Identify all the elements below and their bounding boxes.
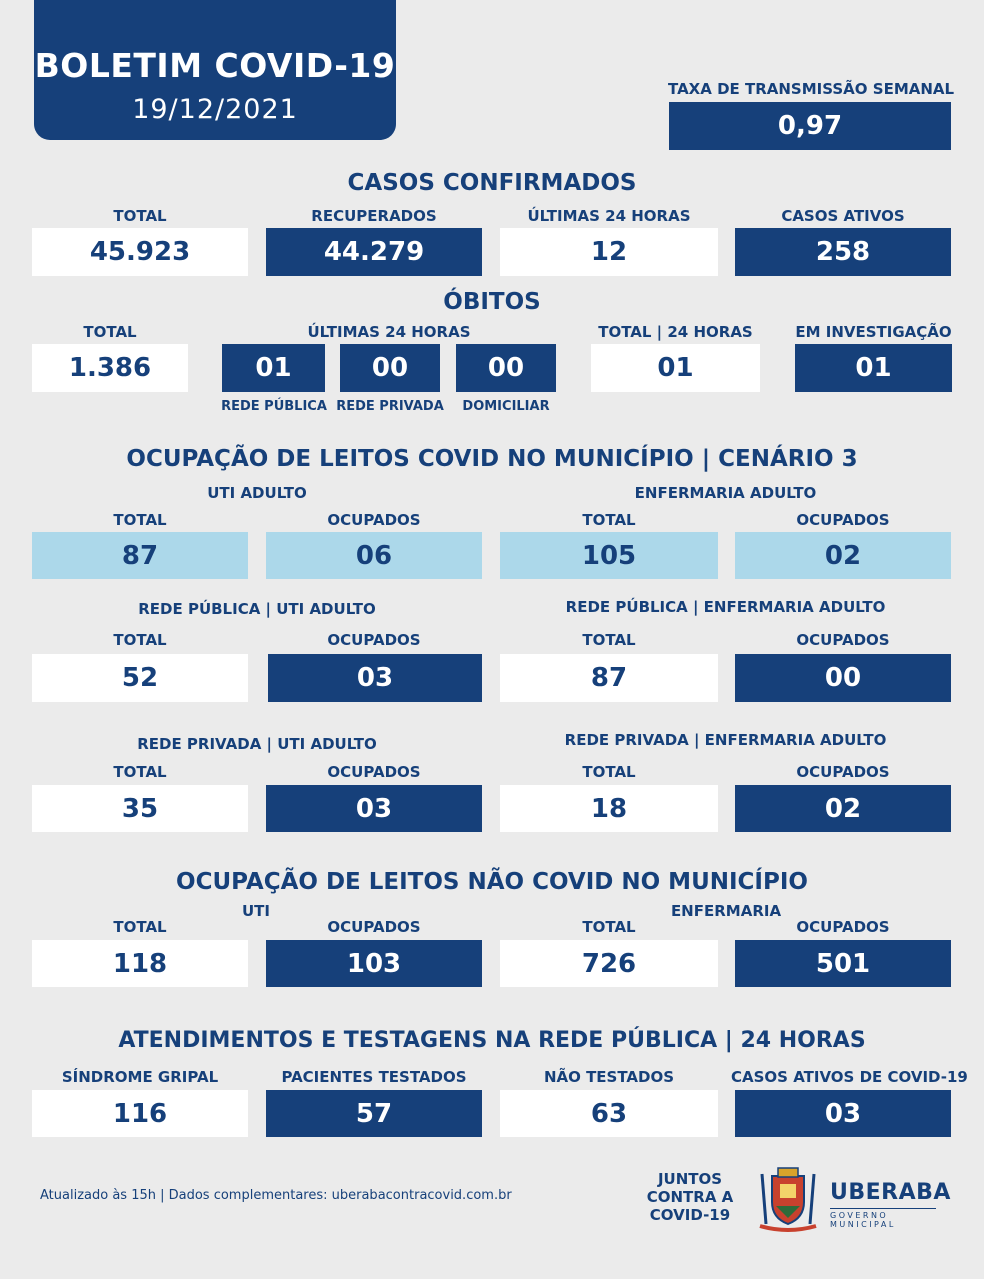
casos-total-label: TOTAL [113, 207, 167, 225]
pub-enf-ocupados-value: 00 [735, 654, 951, 702]
nao-testados-value: 63 [500, 1090, 718, 1137]
nao-covid-enf-total-value: 726 [500, 940, 718, 987]
enf-ocupados-value: 02 [735, 532, 951, 579]
priv-enf-label: REDE PRIVADA | ENFERMARIA ADULTO [564, 731, 887, 749]
transmission-label: TAXA DE TRANSMISSÃO SEMANAL [668, 80, 955, 98]
nao-covid-uti-ocupados-label: OCUPADOS [327, 918, 421, 936]
obitos-total24-value: 01 [591, 344, 760, 392]
priv-uti-ocupados-value: 03 [266, 785, 482, 832]
bulletin-date: 19/12/2021 [132, 94, 298, 125]
pub-enf-label: REDE PÚBLICA | ENFERMARIA ADULTO [565, 598, 886, 616]
footer-update-text: Atualizado às 15h | Dados complementares: uberabacontracovid.com.br [40, 1188, 512, 1203]
city-name: UBERABA [830, 1180, 951, 1205]
obitos-total24-label: TOTAL | 24 HORAS [598, 323, 753, 341]
obitos-total-label: TOTAL [83, 323, 137, 341]
priv-enf-total-label: TOTAL [582, 763, 636, 781]
obitos-domiciliar-label: DOMICILIAR [462, 399, 550, 414]
obitos-24h-label: ÚLTIMAS 24 HORAS [307, 323, 471, 341]
casos-ativos-value: 258 [735, 228, 951, 276]
nao-covid-uti-label: UTI [242, 902, 270, 920]
obitos-rede-publica-value: 01 [222, 344, 325, 392]
priv-uti-total-value: 35 [32, 785, 248, 832]
casos-total-value: 45.923 [32, 228, 248, 276]
enf-total-label: TOTAL [582, 511, 636, 529]
pub-enf-ocupados-label: OCUPADOS [796, 631, 890, 649]
government-label: GOVERNO MUNICIPAL [830, 1208, 936, 1229]
juntos-line-2: CONTRA A [646, 1188, 734, 1206]
priv-uti-total-label: TOTAL [113, 763, 167, 781]
obitos-rede-publica-label: REDE PÚBLICA [221, 399, 327, 414]
priv-uti-ocupados-label: OCUPADOS [327, 763, 421, 781]
obitos-investigacao-label: EM INVESTIGAÇÃO [795, 323, 952, 341]
section-title-atendimentos: ATENDIMENTOS E TESTAGENS NA REDE PÚBLICA | 24 HORAS [118, 1028, 866, 1053]
juntos-line-1: JUNTOS [657, 1170, 723, 1188]
obitos-rede-privada-label: REDE PRIVADA [336, 399, 444, 414]
priv-enf-ocupados-label: OCUPADOS [796, 763, 890, 781]
section-title-leitos-covid: OCUPAÇÃO DE LEITOS COVID NO MUNICÍPIO | CENÁRIO 3 [126, 446, 858, 472]
header-banner [34, 0, 396, 140]
juntos-contra-covid-logo [642, 1170, 738, 1224]
pub-uti-ocupados-value: 03 [268, 654, 482, 702]
uti-total-value: 87 [32, 532, 248, 579]
priv-uti-label: REDE PRIVADA | UTI ADULTO [137, 735, 377, 753]
casos-24h-value: 12 [500, 228, 718, 276]
nao-covid-uti-total-label: TOTAL [113, 918, 167, 936]
obitos-investigacao-value: 01 [795, 344, 952, 392]
city-crest-icon [752, 1162, 824, 1234]
casos-ativos-covid-label: CASOS ATIVOS DE COVID-19 [731, 1068, 968, 1086]
casos-ativos-label: CASOS ATIVOS [781, 207, 905, 225]
pub-enf-total-value: 87 [500, 654, 718, 702]
transmission-value: 0,97 [669, 102, 951, 150]
section-title-casos: CASOS CONFIRMADOS [347, 170, 637, 196]
obitos-domiciliar-value: 00 [456, 344, 556, 392]
pacientes-testados-value: 57 [266, 1090, 482, 1137]
nao-covid-enf-ocupados-value: 501 [735, 940, 951, 987]
uti-adulto-label: UTI ADULTO [207, 484, 307, 502]
nao-covid-enf-total-label: TOTAL [582, 918, 636, 936]
pub-uti-label: REDE PÚBLICA | UTI ADULTO [138, 600, 376, 618]
sindrome-gripal-value: 116 [32, 1090, 248, 1137]
uti-total-label: TOTAL [113, 511, 167, 529]
nao-covid-uti-ocupados-value: 103 [266, 940, 482, 987]
casos-ativos-covid-value: 03 [735, 1090, 951, 1137]
uti-ocupados-value: 06 [266, 532, 482, 579]
pacientes-testados-label: PACIENTES TESTADOS [281, 1068, 467, 1086]
casos-recuperados-value: 44.279 [266, 228, 482, 276]
sindrome-gripal-label: SÍNDROME GRIPAL [61, 1068, 219, 1086]
nao-covid-uti-total-value: 118 [32, 940, 248, 987]
priv-enf-ocupados-value: 02 [735, 785, 951, 832]
obitos-total-value: 1.386 [32, 344, 188, 392]
priv-enf-total-value: 18 [500, 785, 718, 832]
juntos-line-3: COVID-19 [649, 1206, 731, 1224]
casos-24h-label: ÚLTIMAS 24 HORAS [527, 207, 691, 225]
pub-enf-total-label: TOTAL [582, 631, 636, 649]
bulletin-title: BOLETIM COVID-19 [34, 46, 396, 85]
enf-total-value: 105 [500, 532, 718, 579]
nao-covid-enf-label: ENFERMARIA [670, 902, 782, 920]
obitos-rede-privada-value: 00 [340, 344, 440, 392]
pub-uti-total-label: TOTAL [113, 631, 167, 649]
enf-ocupados-label: OCUPADOS [796, 511, 890, 529]
nao-covid-enf-ocupados-label: OCUPADOS [796, 918, 890, 936]
pub-uti-total-value: 52 [32, 654, 248, 702]
nao-testados-label: NÃO TESTADOS [543, 1068, 675, 1086]
casos-recuperados-label: RECUPERADOS [311, 207, 437, 225]
uti-ocupados-label: OCUPADOS [327, 511, 421, 529]
section-title-obitos: ÓBITOS [443, 289, 541, 315]
enf-adulto-label: ENFERMARIA ADULTO [634, 484, 817, 502]
pub-uti-ocupados-label: OCUPADOS [327, 631, 421, 649]
section-title-leitos-nao-covid: OCUPAÇÃO DE LEITOS NÃO COVID NO MUNICÍPIO [176, 869, 808, 895]
